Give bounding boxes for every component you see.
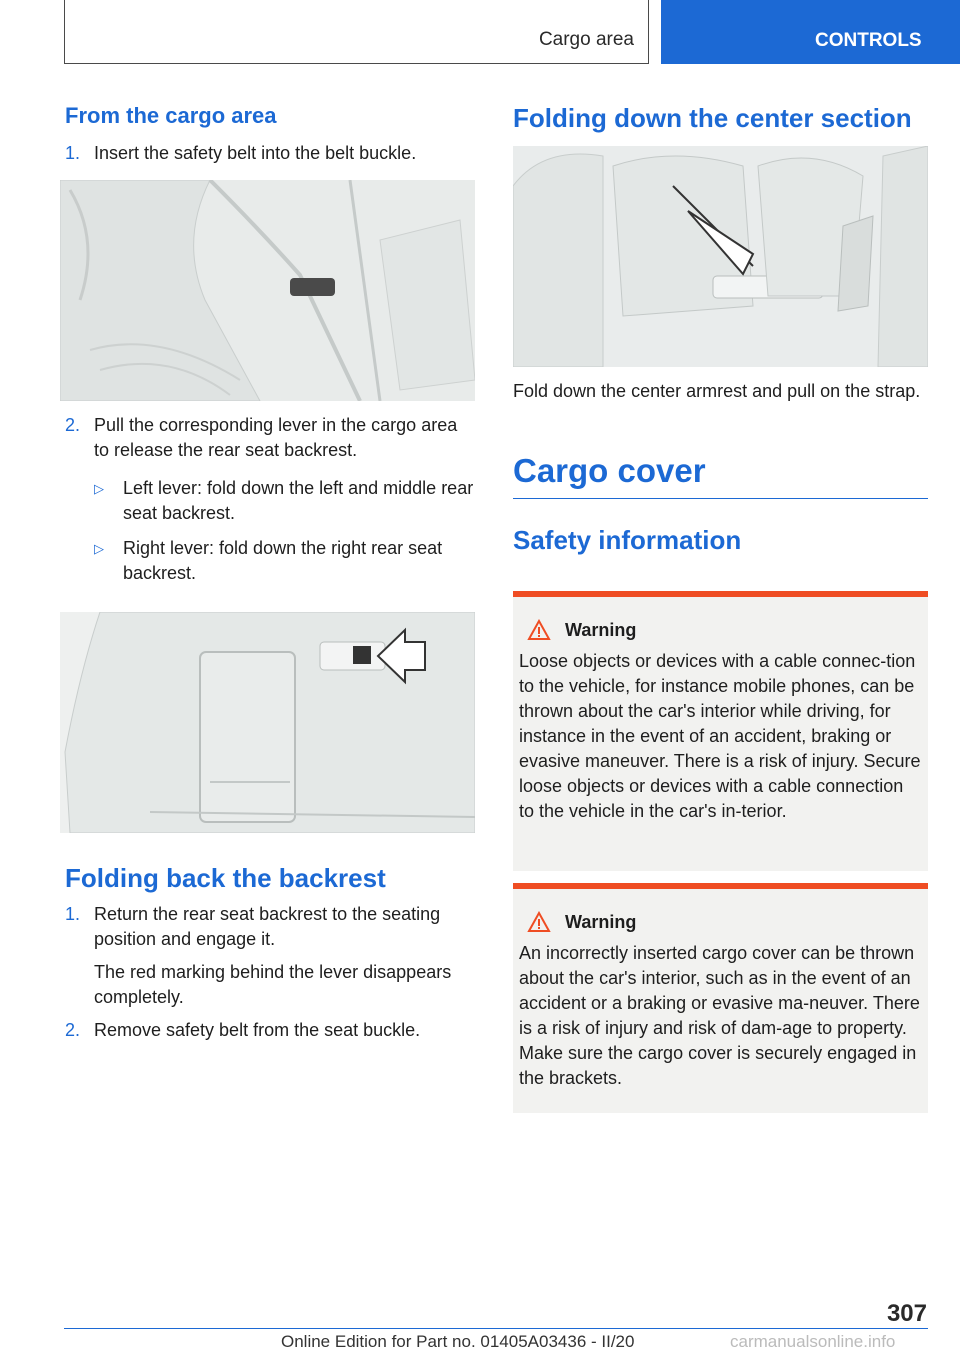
warning-title [519,911,922,933]
triangle-bullet-icon: ▷ [94,481,104,496]
step-text: Remove safety belt from the seat buckle. [94,1020,421,1040]
left-column [65,100,476,1043]
step-1 [65,141,476,166]
header-chapter-tab [661,0,960,64]
triangle-bullet-icon: ▷ [94,541,104,556]
step-text: Return the rear seat backrest to the seating position and engage it. [94,904,441,949]
fold-back-step-2 [65,1018,476,1043]
step-text: Insert the safety belt into the belt buckle. [94,143,417,163]
center-armrest-illustration [513,146,928,367]
warning-text: An incorrectly inserted cargo cover can be thrown about the car's interior, such as in the event of an accident or a braking or evasive ma-neuver. There is a risk of injury and risk of dam-age to property. Make sure the cargo cover is securely engaged in the brackets. [519,943,920,1088]
bullet-right-lever [94,536,476,586]
warning-triangle-icon [527,911,551,933]
footer-edition: Online Edition for Part no. 01405A03436 - II/20 [281,1332,635,1351]
step-number: 1. [65,904,81,924]
bullet-left-lever [94,476,476,526]
fold-back-step-1 [65,902,476,1010]
warning-title-label: Warning [565,911,637,932]
warning-title [519,619,922,641]
bullet-text: Right lever: fold down the right rear seat backrest. [123,538,443,583]
warning-box-cargo-cover [513,883,928,1113]
bullet-text: Left lever: fold down the left and middle rear seat backrest. [123,478,474,523]
step-number: 1. [65,143,81,163]
cargo-lever-figure [60,612,475,833]
warning-box-loose-objects [513,591,928,871]
header-chapter-label: CONTROLS [815,30,922,51]
belt-buckle-illustration [60,180,475,401]
warning-triangle-icon [527,619,551,641]
center-armrest-figure [513,146,928,367]
folding-back-heading: Folding back the backrest [65,863,386,893]
step-note: The red marking behind the lever disappears completely. [94,962,452,1007]
footer-rule [64,1328,928,1329]
cargo-lever-illustration [60,612,475,833]
right-column [513,100,928,556]
center-section-heading: Folding down the center section [513,103,912,133]
warning-text: Loose objects or devices with a cable connec-tion to the vehicle, for instance mobile phones, can be thrown about the car's interior while driving, for instance in the event of an accident, braking or evasive maneuver. There is a risk of injury. Secure loose objects or devices with a cable connection to the vehicle in the car's in-terior. [519,651,921,821]
cargo-cover-heading: Cargo cover [513,452,706,489]
safety-information-heading: Safety information [513,525,742,555]
footer-watermark: carmanualsonline.info [730,1332,896,1351]
step-number: 2. [65,1020,81,1040]
from-cargo-heading: From the cargo area [65,103,277,128]
center-section-text: Fold down the center armrest and pull on the strap. [513,381,921,401]
belt-buckle-figure [60,180,475,401]
step-number: 2. [65,415,81,435]
cargo-cover-rule [513,498,928,499]
warning-title-label: Warning [565,619,637,640]
header-section-box [64,0,649,64]
header-section-title: Cargo area [538,29,634,50]
step-text: Pull the corresponding lever in the cargo area to release the rear seat backrest. [94,415,458,460]
step-2 [65,413,476,463]
page-number: 307 [886,1300,927,1327]
